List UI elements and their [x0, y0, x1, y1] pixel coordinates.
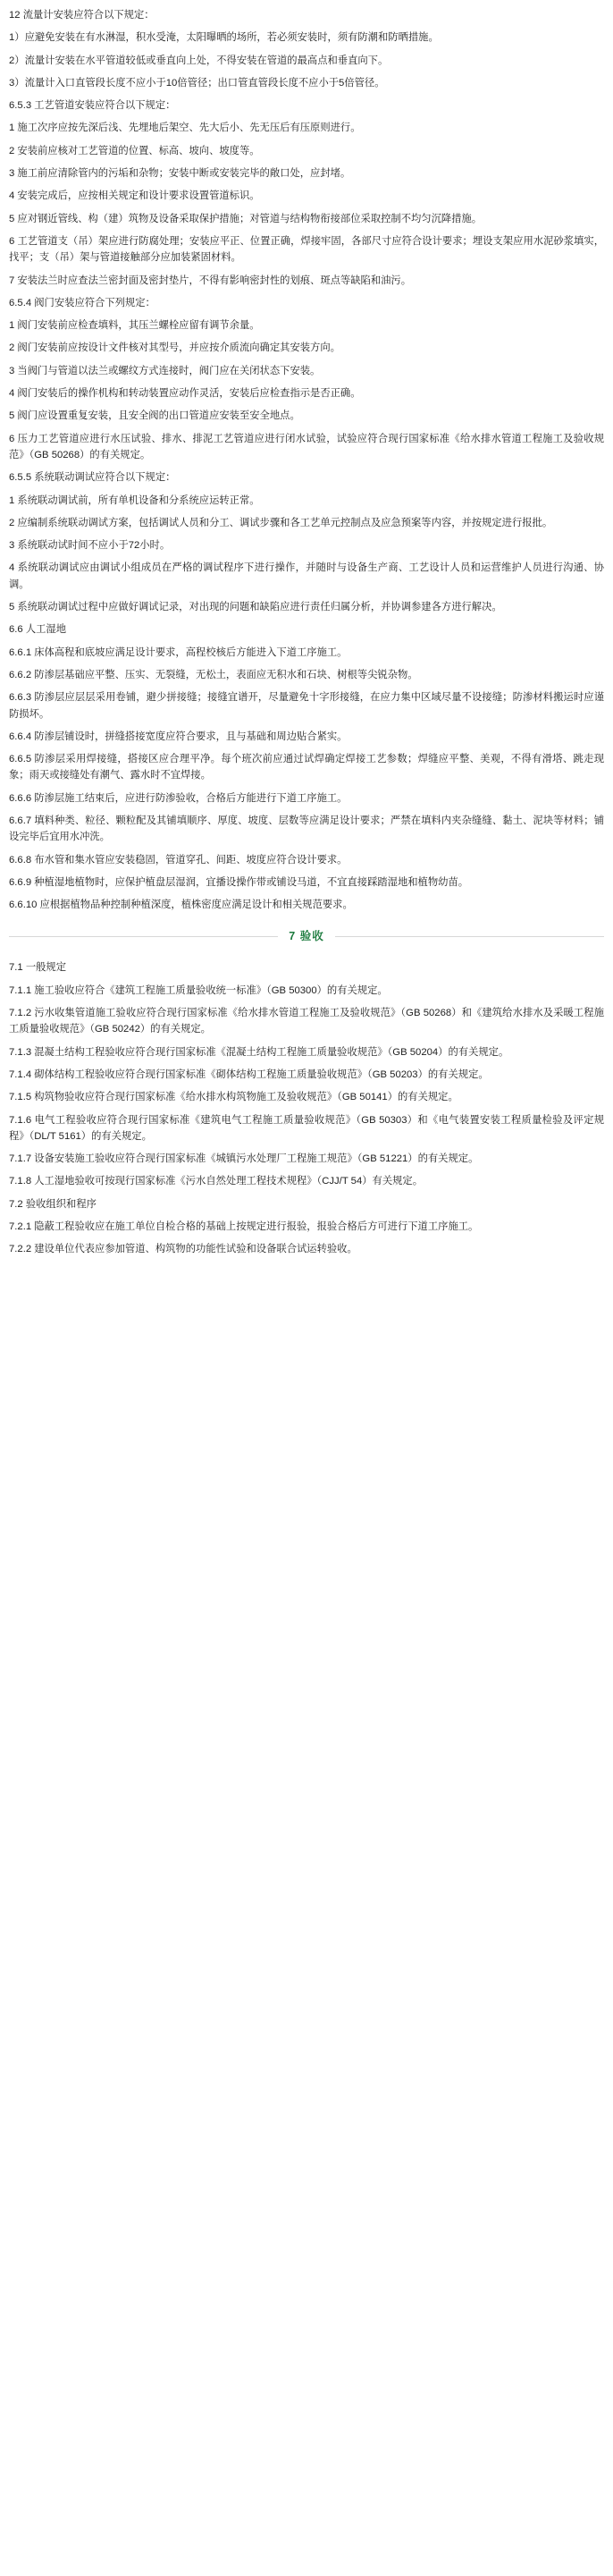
- paragraph-6-5-4-5: 5 阀门应设置重复安装，且安全阀的出口管道应安装至安全地点。: [9, 410, 300, 422]
- paragraph-12-intro: 12 流量计安装应符合以下规定：: [9, 10, 155, 21]
- heading-7-2: 7.2 验收组织和程序: [9, 1198, 97, 1210]
- paragraph-6-6-8: 6.6.8 布水管和集水管应安装稳固，管道穿孔、间距、坡度应符合设计要求。: [9, 854, 348, 866]
- paragraph-7-1-4: 7.1.4 砌体结构工程验收应符合现行国家标准《砌体结构工程施工质量验收规范》（GB 50203）的有关规定。: [9, 1068, 489, 1080]
- paragraph-6-5-5-4: 4 系统联动调试应由调试小组成员在严格的调试程序下进行操作，并随时与设备生产商、工艺设计人员和运营维护人员进行沟通、协调。: [9, 562, 604, 590]
- paragraph-6-5-4-6: 6 压力工艺管道应进行水压试验、排水、排泥工艺管道应进行闭水试验，试验应符合现行国家标准《给水排水管道工程施工及验收规范》（GB 50268）的有关规定。: [9, 433, 604, 460]
- paragraph-6-5-5-2: 2 应编制系统联动调试方案，包括调试人员和分工、调试步骤和各工艺单元控制点及应急预案等内容，并按规定进行报批。: [9, 517, 553, 528]
- paragraph-6-5-4-3: 3 当阀门与管道以法兰或螺纹方式连接时，阀门应在关闭状态下安装。: [9, 365, 321, 376]
- content-bottom: [9, 959, 604, 1257]
- paragraph-7-1-2: 7.1.2 污水收集管道施工验收应符合现行国家标准《给水排水管道工程施工及验收规范》（GB 50268）和《建筑给水排水及采暖工程施工质量验收规范》（GB 50242）的有关规定。: [9, 1008, 604, 1035]
- section-title: 7 验收: [278, 927, 334, 943]
- paragraph-6-5-5-5: 5 系统联动调试过程中应做好调试记录，对出现的问题和缺陷应进行责任归属分析，并协调参建各方进行解决。: [9, 602, 502, 613]
- paragraph-6-5-4-2: 2 阀门安装前应按设计文件核对其型号，并应按介质流向确定其安装方向。: [9, 342, 340, 354]
- paragraph-6-5-4-1: 1 阀门安装前应检查填料，其压兰螺栓应留有调节余量。: [9, 320, 260, 332]
- paragraph-6-6-1: 6.6.1 床体高程和底坡应满足设计要求，高程校核后方能进入下道工序施工。: [9, 646, 348, 658]
- paragraph-7-1-3: 7.1.3 混凝土结构工程验收应符合现行国家标准《混凝土结构工程施工质量验收规范》（GB 50204）的有关规定。: [9, 1046, 509, 1058]
- paragraph-6-6-2: 6.6.2 防渗层基础应平整、压实、无裂缝，无松土，表面应无积水和石块、树根等尖锐杂物。: [9, 669, 418, 680]
- heading-6-5-3: 6.5.3 工艺管道安装应符合以下规定：: [9, 100, 176, 112]
- paragraph-12-3: 3）流量计入口直管段长度不应小于10倍管径；出口管直管段长度不应小于5倍管径。: [9, 77, 385, 89]
- paragraph-12-2: 2）流量计安装在水平管道较低或垂直向上处，不得安装在管道的最高点和垂直向下。: [9, 55, 389, 66]
- paragraph-7-2-1: 7.2.1 隐蔽工程验收应在施工单位自检合格的基础上按规定进行报验，报验合格后方可进行下道工序施工。: [9, 1221, 479, 1233]
- paragraph-6-5-3-2: 2 安装前应核对工艺管道的位置、标高、坡向、坡度等。: [9, 145, 260, 156]
- paragraph-6-5-3-5: 5 应对钢近管线、构（建）筑物及设备采取保护措施；对管道与结构物衔接部位采取控制不均匀沉降措施。: [9, 213, 483, 224]
- paragraph-6-6-10: 6.6.10 应根据植物品种控制种植深度，植株密度应满足设计和相关规范要求。: [9, 899, 353, 911]
- paragraph-6-6-5: 6.6.5 防渗层采用焊接缝，搭接区应合理平净。每个班次前应通过试焊确定焊接工艺参数；焊缝应平整、美观，不得有滑塔、跳走现象；雨天或接缝处有潮气、露水时不宜焊接。: [9, 754, 604, 781]
- paragraph-7-1-6: 7.1.6 电气工程验收应符合现行国家标准《建筑电气工程施工质量验收规范》（GB 50303）和《电气装置安装工程质量检验及评定规程》（DL/T 5161）的有关规定。: [9, 1114, 604, 1142]
- content-top: [9, 7, 604, 913]
- heading-6-5-4: 6.5.4 阀门安装应符合下列规定：: [9, 297, 155, 308]
- paragraph-7-1-5: 7.1.5 构筑物验收应符合现行国家标准《给水排水构筑物施工及验收规范》（GB 50141）的有关规定。: [9, 1092, 458, 1103]
- paragraph-6-5-3-4: 4 安装完成后，应按相关规定和设计要求设置管道标识。: [9, 190, 260, 202]
- paragraph-6-6-7: 6.6.7 填料种类、粒径、颗粒配及其铺填顺序、厚度、坡度、层数等应满足设计要求；严禁在填料内夹杂缝缝、黏土、泥块等材料；铺设完毕后宜用水冲洗。: [9, 815, 604, 843]
- heading-6-6: 6.6 人工湿地: [9, 624, 67, 636]
- paragraph-6-5-3-7: 7 安装法兰时应查法兰密封面及密封垫片，不得有影响密封性的划痕、斑点等缺陷和油污。: [9, 274, 412, 286]
- paragraph-6-5-3-3: 3 施工前应清除管内的污垢和杂物；安装中断或安装完毕的敞口处，应封堵。: [9, 168, 351, 180]
- paragraph-6-6-6: 6.6.6 防渗层施工结束后，应进行防渗验收，合格后方能进行下道工序施工。: [9, 792, 348, 804]
- paragraph-12-1: 1）应避免安装在有水淋湿，积水受淹，太阳曝晒的场所，若必须安装时，须有防潮和防晒措施。: [9, 32, 439, 44]
- paragraph-6-5-5-3: 3 系统联动试时间不应小于72小时。: [9, 540, 171, 552]
- paragraph-6-6-3: 6.6.3 防渗层应层层采用卷铺，避少拼接缝；接缝宜谱开，尽量避免十字形接缝，在应力集中区域尽量不设接缝；防渗材料搬运时应谨防损坏。: [9, 692, 604, 720]
- paragraph-7-1-7: 7.1.7 设备安装施工验收应符合现行国家标准《城镇污水处理厂工程施工规范》（GB 51221）的有关规定。: [9, 1153, 479, 1165]
- paragraph-6-6-4: 6.6.4 防渗层铺设时，拼缝搭接宽度应符合要求，且与基础和周边贴合紧实。: [9, 731, 348, 742]
- document-page: [0, 0, 613, 1277]
- heading-7-1: 7.1 一般规定: [9, 962, 67, 974]
- paragraph-6-5-5-1: 1 系统联动调试前，所有单机设备和分系统应运转正常。: [9, 494, 260, 506]
- paragraph-7-1-1: 7.1.1 施工验收应符合《建筑工程施工质量验收统一标准》（GB 50300）的有关规定。: [9, 984, 388, 996]
- paragraph-6-5-4-4: 4 阀门安装后的操作机构和转动装置应动作灵活，安装后应检查指示是否正确。: [9, 388, 361, 400]
- paragraph-6-5-3-1: 1 施工次序应按先深后浅、先埋地后架空、先大后小、先无压后有压原则进行。: [9, 122, 361, 134]
- paragraph-7-2-2: 7.2.2 建设单位代表应参加管道、构筑物的功能性试验和设备联合试运转验收。: [9, 1244, 357, 1255]
- heading-6-5-5: 6.5.5 系统联动调试应符合以下规定：: [9, 472, 176, 484]
- section-divider: [9, 927, 604, 947]
- paragraph-6-6-9: 6.6.9 种植湿地植物时，应保护植盘层湿润，宜播设操作带或铺设马道，不宜直接踩踏湿地和植物幼苗。: [9, 876, 469, 888]
- paragraph-6-5-3-6: 6 工艺管道支（吊）架应进行防腐处理；安装应平正、位置正确，焊接牢固，各部尺寸应符合设计要求；埋设支架应用水泥砂浆填实，找平；支（吊）架与管道接触部分应加装紧固材料。: [9, 235, 604, 264]
- paragraph-7-1-8: 7.1.8 人工湿地验收可按现行国家标准《污水自然处理工程技术规程》（CJJ/T 54）有关规定。: [9, 1176, 424, 1187]
